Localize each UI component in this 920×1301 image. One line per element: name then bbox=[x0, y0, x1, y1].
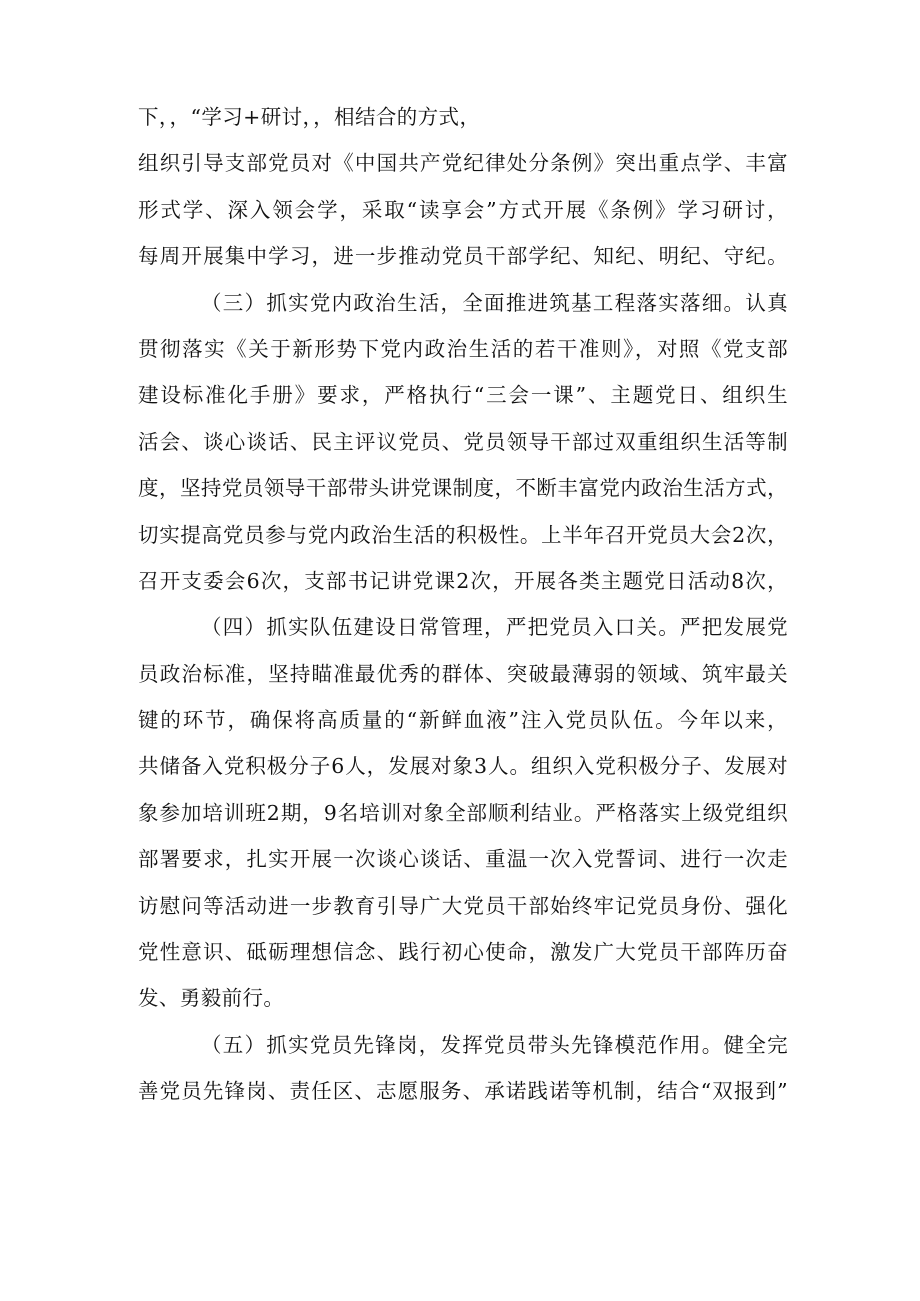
text-line: 访慰问等活动进一步教育引导广大党员干部始终牢记党员身份、强化 bbox=[138, 893, 788, 918]
text-line: 善党员先锋岗、责任区、志愿服务、承诺践诺等机制，结合“双报到” bbox=[138, 1079, 788, 1104]
text-line: 形式学、深入领会学，采取“读享会”方式开展《条例》学习研讨， bbox=[138, 197, 788, 222]
text-line: 度，坚持党员领导干部带头讲党课制度，不断丰富党内政治生活方式， bbox=[138, 476, 788, 501]
text-line: 发、勇毅前行。 bbox=[138, 986, 285, 1011]
text-line: 下，，“学习+研讨，，相结合的方式， bbox=[138, 105, 481, 129]
text-line: 召开支委会6次，支部书记讲党课2次，开展各类主题党日活动8次， bbox=[138, 568, 788, 593]
text-line: 键的环节，确保将高质量的“新鲜血液”注入党员队伍。今年以来， bbox=[138, 708, 788, 733]
section-heading-line: （四）抓实队伍建设日常管理，严把党员入口关。严把发展党 bbox=[201, 615, 788, 640]
text-line: 切实提高党员参与党内政治生活的积极性。上半年召开党员大会2次， bbox=[138, 522, 788, 547]
text-line: 部署要求，扎实开展一次谈心谈话、重温一次入党誓词、进行一次走 bbox=[138, 847, 788, 872]
section-heading-line: （五）抓实党员先锋岗，发挥党员带头先锋模范作用。健全完 bbox=[201, 1032, 788, 1057]
text-line: 建设标准化手册》要求，严格执行“三会一课”、主题党日、组织生 bbox=[138, 383, 788, 408]
document-body bbox=[138, 94, 788, 1115]
text-line: 每周开展集中学习，进一步推动党员干部学纪、知纪、明纪、守纪。 bbox=[138, 244, 788, 269]
text-line: 党性意识、砥砺理想信念、践行初心使命，激发广大党员干部阵历奋 bbox=[138, 940, 788, 965]
text-line: 贯彻落实《关于新形势下党内政治生活的若干准则》，对照《党支部 bbox=[138, 336, 788, 361]
text-line: 活会、谈心谈话、民主评议党员、党员领导干部过双重组织生活等制 bbox=[138, 429, 788, 454]
text-line: 共储备入党积极分子6人，发展对象3人。组织入党积极分子、发展对 bbox=[138, 754, 788, 779]
text-line: 象参加培训班2期，9名培训对象全部顺利结业。严格落实上级党组织 bbox=[138, 800, 788, 825]
section-heading-line: （三）抓实党内政治生活，全面推进筑基工程落实落细。认真 bbox=[201, 290, 788, 315]
text-line: 员政治标准，坚持瞄准最优秀的群体、突破最薄弱的领域、筑牢最关 bbox=[138, 661, 788, 686]
text-line: 组织引导支部党员对《中国共产党纪律处分条例》突出重点学、丰富 bbox=[138, 151, 788, 176]
